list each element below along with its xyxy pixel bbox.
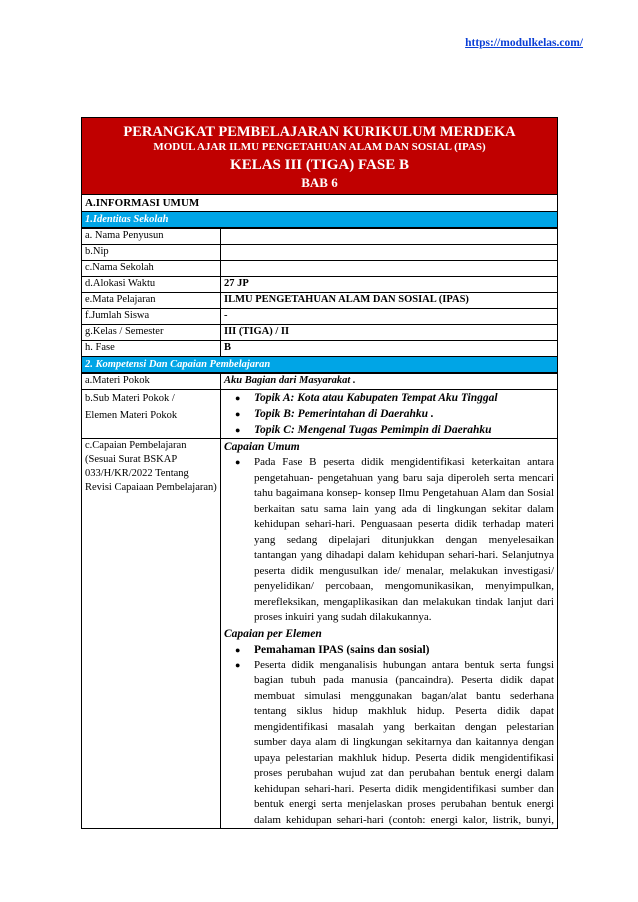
list-item: ● Pemahaman IPAS (sains dan sosial) [224,642,554,658]
row-label: e.Mata Pelajaran [82,293,221,309]
capaian-umum-text: ● Pada Fase B peserta didik mengidentifikasi keterkaitan antara pengetahuan- pengetahuan yang baru saja diperoleh serta mencari tahu bagaimana konsep- konsep Ilmu Pengetahuan Alam dan Sosial berkaitan satu sama lain yang ada di lingkungan sekitar dalam kehidupan sehari-hari. Penguasaan peserta didik terhadap materi yang sedang dipelajari ditunjukkan dengan menyelesaikan tantangan yang dihadapi dalam kehidupan sehari-hari. Selanjutnya peserta didik mengusulkan ide/ menalar, melakukan investigasi/ penyelidikan/ percobaan, mengomunikasikan, menyimpulkan, merefleksikan, mengaplikasikan dan melakukan tindak lanjut dari proses inkuiri yang sudah dilakukannya. [224,455,554,626]
row-label: f.Jumlah Siswa [82,309,221,325]
list-item: ● Peserta didik menganalisis hubungan antara bentuk serta fungsi bagian tubuh pada manusia (pancaindra). Peserta didik dapat membuat simulasi menggunakan bagan/alat bantu sederhana tentang siklus hidup makhluk hidup. Peserta didik dapat mengidentifikasi masalah yang berkaitan dengan pelestarian sumber daya alam di lingkungan sekitarnya dan kaitannya dengan upaya pelestarian makhluk hidup. Peserta didik mengidentifikasi proses perubahan wujud zat dan perubahan bentuk energi dalam kehidupan sehari-hari. Peserta didik mengidentifikasi sumber dan bentuk energi serta menjelaskan proses perubahan bentuk energi dalam kehidupan sehari-hari (contoh: energi kalor, listrik, bunyi, [224,658,554,829]
table-row [82,325,558,341]
header-subtitle: MODUL AJAR ILMU PENGETAHUAN ALAM DAN SOSIAL (IPAS) [153,141,486,153]
sub-materi-label-line2: Elemen Materi Pokok [85,410,178,421]
row-label: b.Nip [82,245,221,261]
table-row [82,439,558,829]
header-title: PERANGKAT PEMBELAJARAN KURIKULUM MERDEKA [123,124,516,140]
table-row [82,245,558,261]
materi-pokok-label: a.Materi Pokok [82,374,221,390]
row-label: c.Nama Sekolah [82,261,221,277]
capaian-elemen-list [224,642,554,829]
kompetensi-table [81,373,558,829]
table-row [82,341,558,357]
row-value: B [221,341,558,357]
lesson-plan-document [81,117,558,829]
table-row [82,261,558,277]
row-label: h. Fase [82,341,221,357]
table-row [82,309,558,325]
identitas-table [81,228,558,357]
sub-materi-label-line1: b.Sub Materi Pokok / [85,393,175,404]
list-item: ● Topik A: Kota atau Kabupaten Tempat Aku Tinggal [224,390,554,406]
capaian-umum-list [224,455,554,626]
row-label: g.Kelas / Semester [82,325,221,341]
table-row [82,229,558,245]
identitas-sekolah-heading: 1.Identitas Sekolah [81,211,558,228]
row-value: ILMU PENGETAHUAN ALAM DAN SOSIAL (IPAS) [221,293,558,309]
row-value [221,229,558,245]
row-label: d.Alokasi Waktu [82,277,221,293]
website-link[interactable]: https://modulkelas.com/ [465,37,583,49]
row-value: - [221,309,558,325]
table-row [82,374,558,390]
section-informasi-umum: A.INFORMASI UMUM [81,195,558,211]
table-row [82,277,558,293]
topics-cell [221,390,558,439]
sub-materi-label [82,390,221,439]
header-chapter: BAB 6 [301,175,338,190]
table-row [82,293,558,309]
capaian-umum-title: Capaian Umum [224,441,300,453]
row-value [221,245,558,261]
capaian-elemen-title: Capaian per Elemen [224,627,322,640]
row-label: a. Nama Penyusun [82,229,221,245]
list-item: ● Topik C: Mengenal Tugas Pemimpin di Daerahku [224,422,554,438]
table-row [82,390,558,439]
header-class: KELAS III (TIGA) FASE B [230,157,409,173]
list-item: ● Topik B: Pemerintahan di Daerahku . [224,406,554,422]
document-header [81,117,558,195]
row-value [221,261,558,277]
materi-pokok-value: Aku Bagian dari Masyarakat . [221,374,558,390]
row-value: 27 JP [221,277,558,293]
capaian-label: c.Capaian Pembelajaran (Sesuai Surat BSKAP 033/H/KR/2022 Tentang Revisi Capaiaan Pembelajaran) [82,439,221,829]
row-value: III (TIGA) / II [221,325,558,341]
capaian-cell [221,439,558,829]
kompetensi-heading: 2. Kompetensi Dan Capaian Pembelajaran [81,357,558,373]
topic-list [224,390,554,438]
